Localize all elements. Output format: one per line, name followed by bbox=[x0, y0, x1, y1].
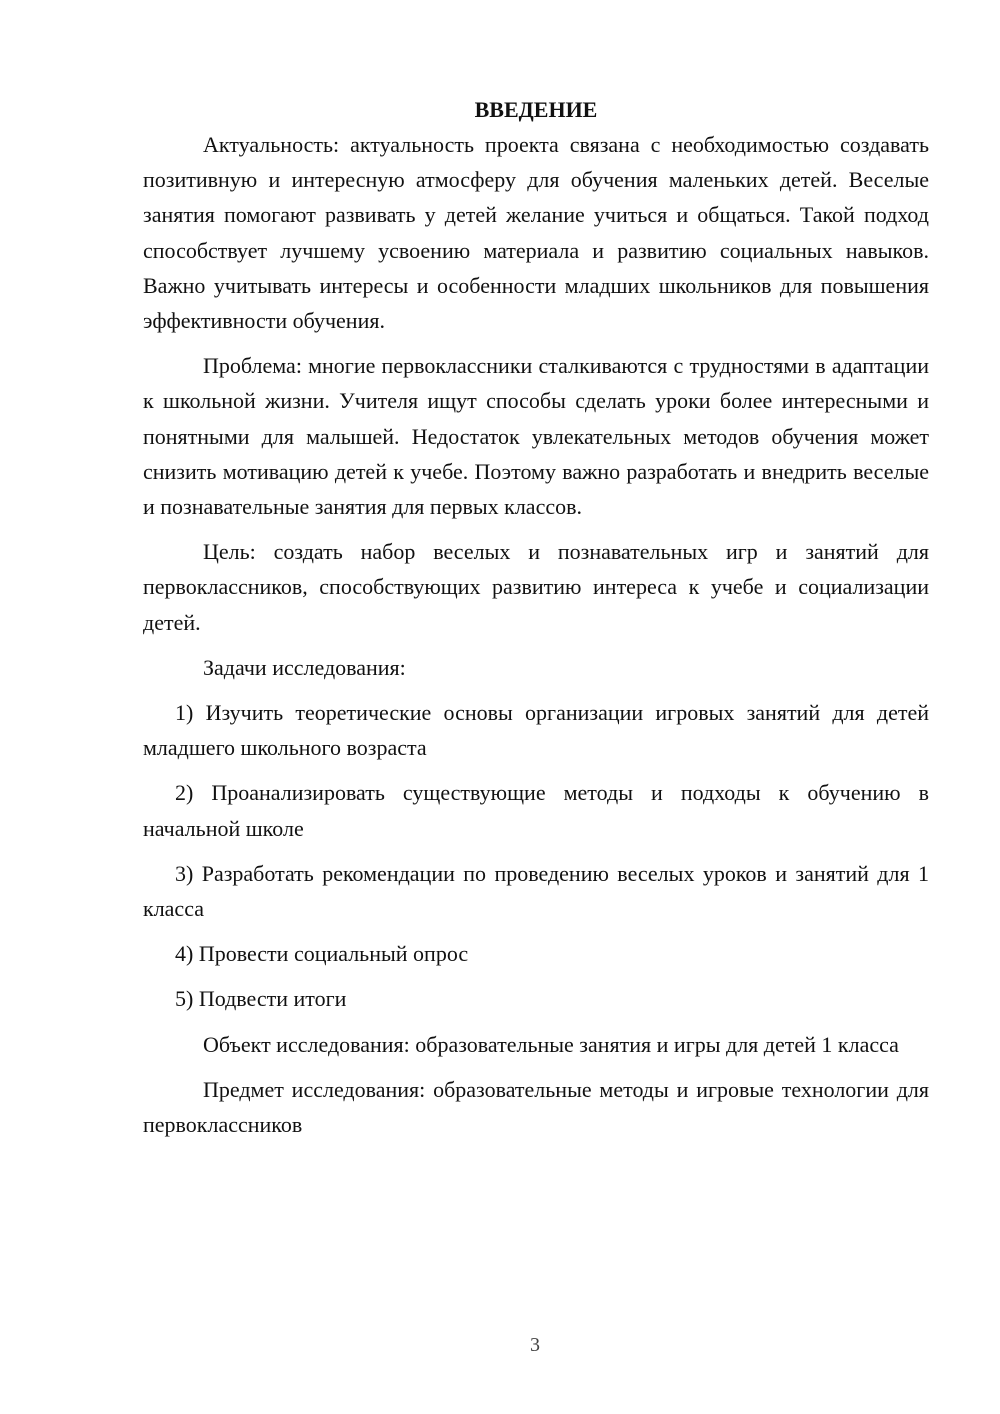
section-heading: ВВЕДЕНИЕ bbox=[474, 97, 598, 122]
object-paragraph: Объект исследования: образовательные занятия и игры для детей 1 класса bbox=[203, 1031, 899, 1057]
subject-paragraph: Предмет исследования: образовательные методы и игровые технологии для первоклассников bbox=[143, 1076, 929, 1138]
page-number: 3 bbox=[530, 1334, 540, 1356]
task-item: 2) Проанализировать существующие методы и подходы к обучению в начальной школе bbox=[143, 780, 929, 841]
document-page bbox=[143, 92, 929, 1142]
relevance-paragraph: Актуальность: актуальность проекта связана с необходимостью создавать позитивную и интересную атмосферу для обучения маленьких детей. Веселые занятия помогают развивать у детей желание учиться и общаться. Такой подход способствует лучшему усвоению материала и развитию социальных навыков. Важно учитывать интересы и особенности младших школьников для повышения эффективности обучения. bbox=[143, 132, 929, 334]
goal-paragraph: Цель: создать набор веселых и познавательных игр и занятий для первоклассников, способствующих развитию интереса к учебе и социализации детей. bbox=[143, 539, 929, 635]
task-item: 3) Разработать рекомендации по проведению веселых уроков и занятий для 1 класса bbox=[143, 860, 929, 922]
task-item: 5) Подвести итоги bbox=[175, 986, 347, 1012]
problem-paragraph: Проблема: многие первоклассники сталкиваются с трудностями в адаптации к школьной жизни. Учителя ищут способы сделать уроки более интересными и понятными для малышей. Недостаток увлекательных методов обучения может снизить мотивацию детей к учебе. Поэтому важно разработать и внедрить веселые и познавательные занятия для первых классов. bbox=[143, 353, 929, 520]
task-item: 1) Изучить теоретические основы организации игровых занятий для детей младшего школьного возраста bbox=[143, 700, 929, 761]
task-item: 4) Провести социальный опрос bbox=[175, 941, 469, 967]
tasks-title: Задачи исследования: bbox=[203, 654, 406, 680]
